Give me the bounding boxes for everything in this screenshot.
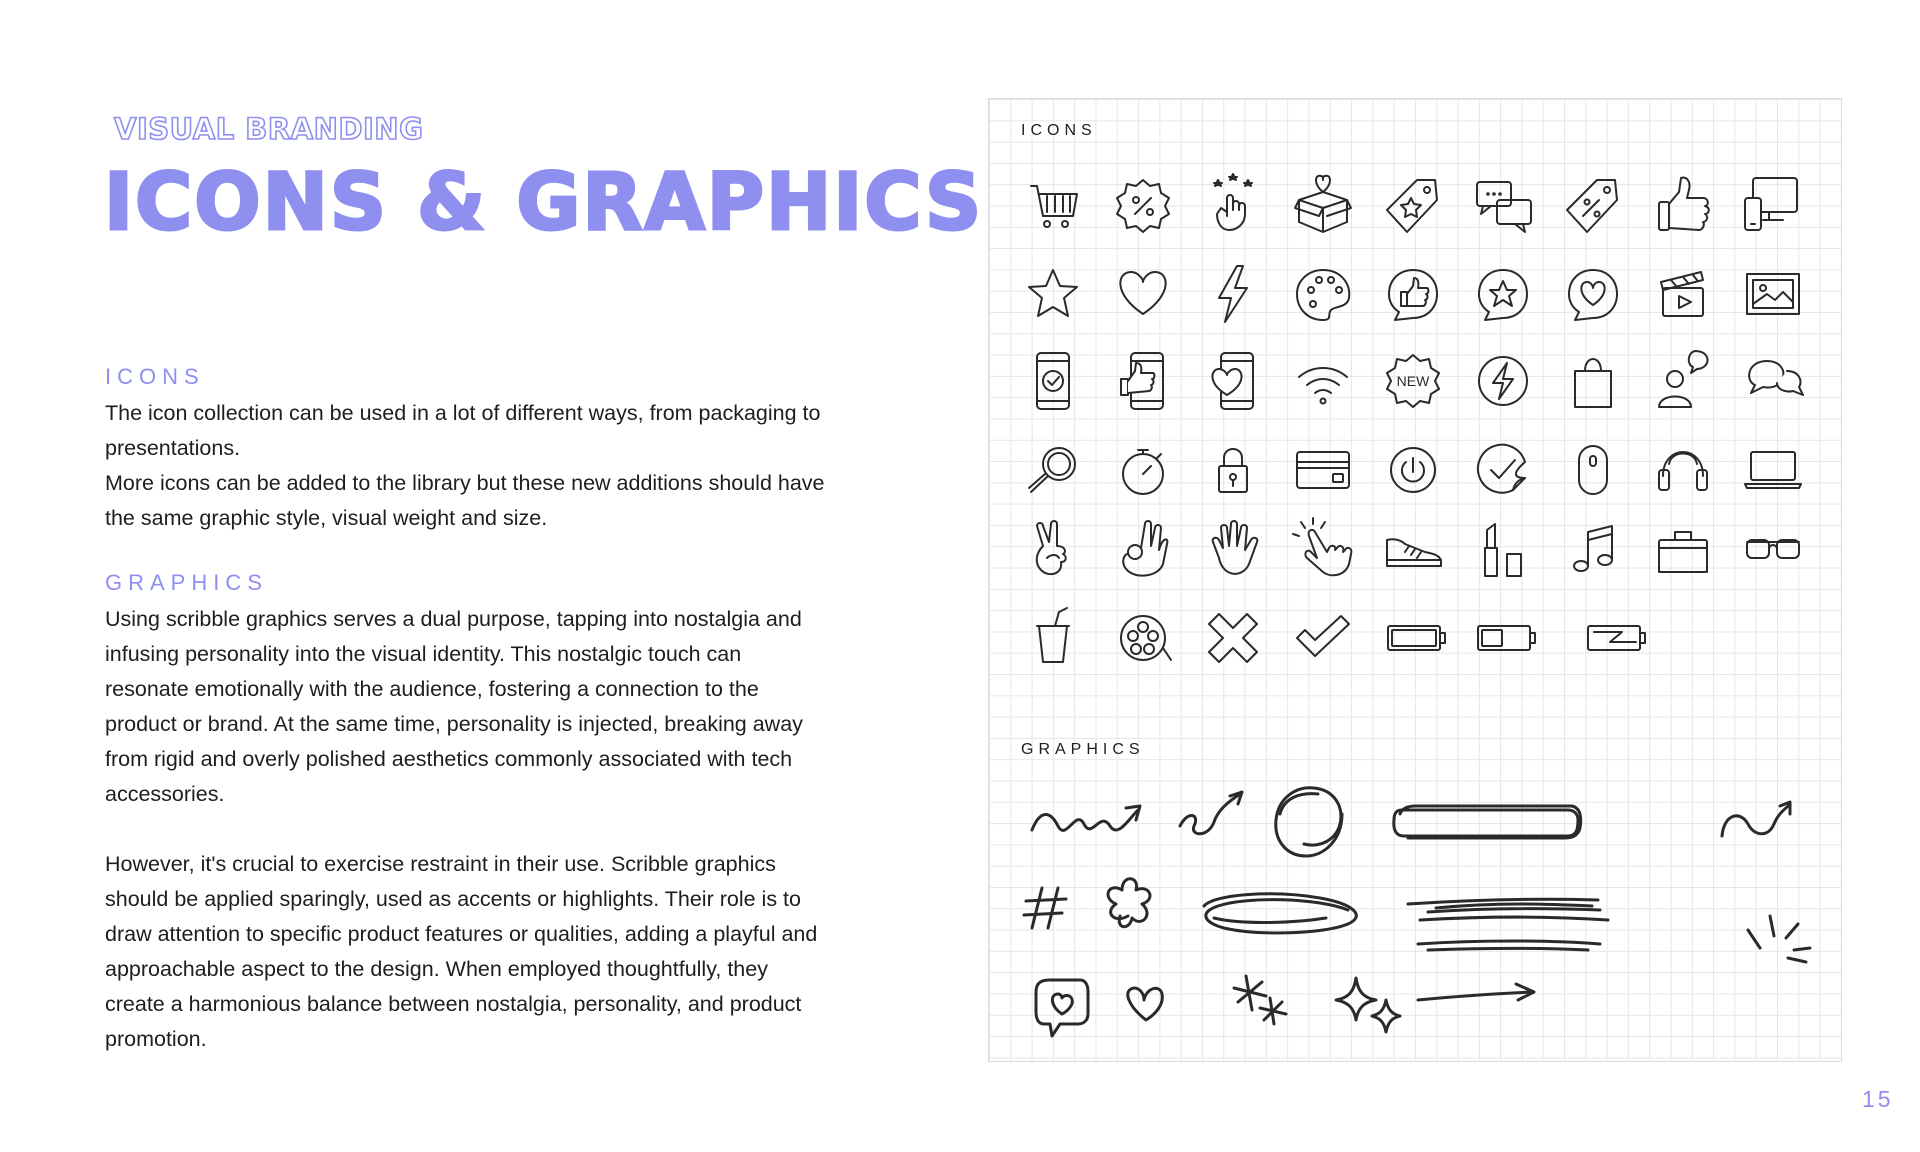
speech-bubbles-icon (1749, 361, 1803, 395)
battery-charging-icon (1588, 626, 1645, 650)
pointing-hand-icon (1293, 518, 1351, 575)
star-tag-icon (1387, 180, 1437, 232)
icons-paragraph-1: The icon collection can be used in a lot of different ways, from packaging to presentations. (105, 401, 821, 460)
palette-icon (1297, 270, 1349, 320)
chat-bubbles-icon (1477, 182, 1531, 232)
star-icon (1029, 270, 1077, 316)
squiggle-arrow-graphic (1180, 792, 1242, 834)
section-eyebrow: VISUAL BRANDING (114, 112, 424, 146)
lightning-icon (1219, 266, 1247, 322)
underline-strokes-graphic (1408, 899, 1608, 950)
padlock-icon (1219, 449, 1247, 492)
icons-paragraph-2: More icons can be added to the library but these new additions should have the same graphic style, visual weight and size. (105, 471, 825, 530)
graphics-heading: GRAPHICS (105, 570, 268, 595)
graphics-paragraph-1: Using scribble graphics serves a dual purpose, tapping into nostalgia and infusing personality into the visual identity. This nostalgic touch can resonate emotionally with the audience, fostering a connection to the product or brand. At the same time, personality is injected, breaking away from rigid and overly polished aesthetics commonly associated with tech accessories. (105, 607, 803, 806)
star-bubble-icon (1479, 270, 1527, 320)
new-badge-icon (1387, 355, 1439, 407)
peace-hand-icon (1037, 521, 1066, 574)
percent-tag-icon (1567, 180, 1617, 232)
checkmark-icon (1297, 616, 1349, 656)
thumbs-up-bubble-icon (1389, 270, 1437, 320)
phone-check-icon (1037, 353, 1069, 409)
icon-library-artwork (988, 98, 1840, 1060)
thumbs-up-icon (1659, 178, 1709, 230)
image-frame-icon (1747, 274, 1799, 314)
lipstick-icon (1485, 524, 1521, 576)
page-number: 15 (1862, 1086, 1894, 1112)
burst-lines-graphic (1748, 916, 1810, 962)
graphics-paragraph-2: However, it's crucial to exercise restraint in their use. Scribble graphics should be applied sparingly, used as accents or highlights. Their role is to draw attention to specific product features or qualities, adding a playful and approachable aspect to the design. When employed thoughtfully, they create a harmonious balance between nostalgia, personality, and product promotion. (105, 852, 818, 1051)
panel-icons-label: ICONS (1021, 122, 1097, 139)
heart-doodle-graphic (1128, 988, 1163, 1020)
magnifier-icon (1029, 448, 1075, 492)
icons-heading: ICONS (105, 364, 205, 389)
wifi-icon (1299, 368, 1347, 404)
mouse-icon (1579, 446, 1607, 494)
percent-badge-icon (1117, 180, 1169, 232)
wavy-arrow-graphic (1032, 806, 1140, 830)
laptop-icon (1745, 452, 1801, 488)
ellipse-scribble-graphic (1204, 894, 1356, 933)
page-title: ICONS & GRAPHICS (104, 158, 984, 248)
asterisks-graphic (1234, 976, 1286, 1024)
glasses-icon (1747, 540, 1799, 558)
ok-hand-icon (1123, 521, 1167, 576)
sneaker-icon (1387, 539, 1441, 566)
rectangle-scribble-graphic (1394, 806, 1581, 838)
long-arrow-graphic (1418, 984, 1534, 1000)
phone-thumbs-up-icon (1121, 353, 1163, 409)
film-reel-icon (1121, 616, 1171, 660)
lightning-circle-icon (1479, 357, 1527, 405)
wave-arrow-graphic (1722, 802, 1790, 836)
cross-icon (1209, 614, 1257, 662)
gift-box-heart-icon (1295, 176, 1351, 232)
sparkles-graphic (1336, 978, 1400, 1032)
devices-icon (1745, 178, 1797, 230)
credit-card-icon (1297, 452, 1349, 488)
heart-bubble-graphic (1036, 980, 1088, 1036)
new-badge-text: NEW (1396, 373, 1430, 389)
stars-hand-icon (1214, 174, 1252, 230)
heart-icon (1120, 272, 1165, 314)
flower-graphic (1108, 879, 1150, 927)
battery-full-icon (1388, 626, 1445, 650)
shopping-bag-icon (1575, 359, 1611, 407)
phone-heart-icon (1212, 353, 1253, 409)
power-icon (1391, 448, 1435, 492)
battery-half-icon (1478, 626, 1535, 650)
headphones-icon (1659, 452, 1707, 490)
shopping-cart-icon (1031, 186, 1077, 227)
heart-bubble-icon (1569, 270, 1617, 320)
drink-cup-icon (1037, 608, 1069, 662)
scribble-graphics (1024, 788, 1810, 1036)
stopwatch-icon (1123, 450, 1163, 494)
panel-graphics-label: GRAPHICS (1021, 741, 1145, 758)
circle-scribble-graphic (1276, 788, 1342, 856)
hash-graphic (1024, 888, 1066, 928)
video-clapper-icon (1661, 272, 1703, 316)
open-hand-icon (1213, 521, 1258, 574)
music-note-icon (1574, 526, 1612, 571)
text-column (105, 362, 825, 1057)
user-chat-icon (1659, 351, 1708, 407)
suitcase-icon (1659, 532, 1707, 572)
check-sticker-icon (1478, 445, 1525, 493)
